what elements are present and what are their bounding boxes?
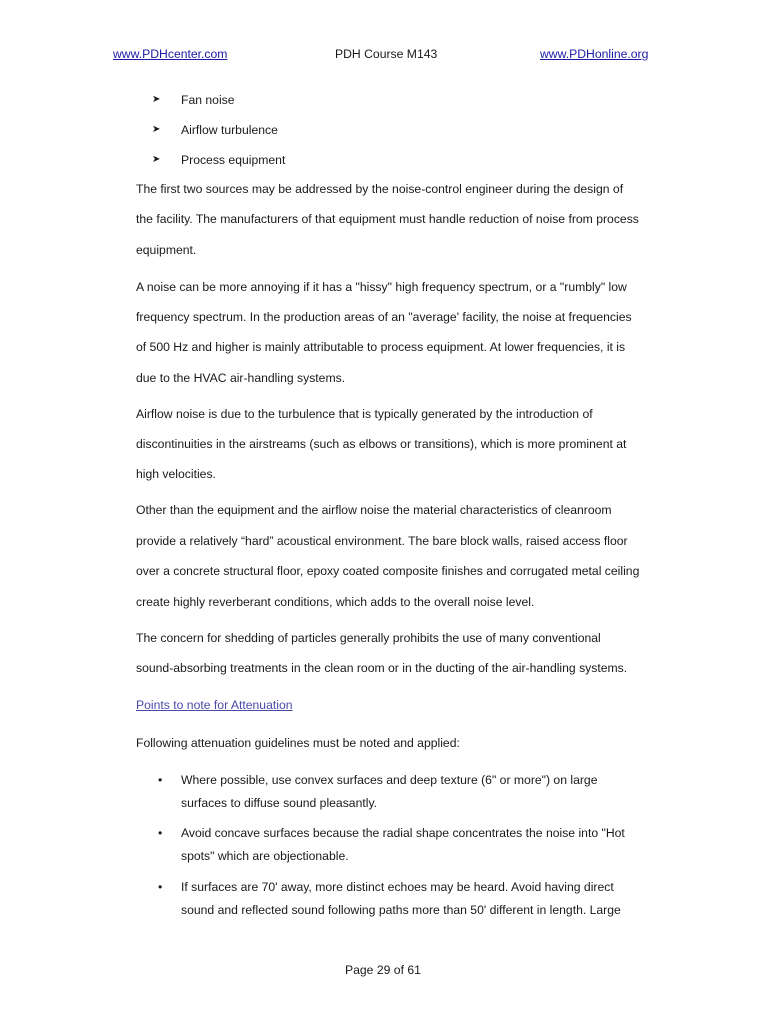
paragraph-line: high velocities.	[136, 467, 216, 481]
paragraph-line: over a concrete structural floor, epoxy coated composite finishes and corrugated metal ceiling	[136, 564, 640, 578]
bullet-dot-icon: •	[158, 880, 163, 894]
source-list-item: Airflow turbulence	[181, 123, 278, 137]
attenuation-section-link[interactable]: Points to note for Attenuation	[136, 698, 293, 712]
paragraph-line: of 500 Hz and higher is mainly attributable to process equipment. At lower frequencies, it is	[136, 340, 626, 354]
source-list-item: Fan noise	[181, 93, 235, 107]
guideline-line: If surfaces are 70' away, more distinct echoes may be heard. Avoid having direct	[181, 880, 614, 894]
arrow-bullet-icon: ➤	[152, 124, 161, 135]
source-list-item: Process equipment	[181, 153, 286, 167]
paragraph-line: provide a relatively “hard” acoustical environment. The bare block walls, raised access floor	[136, 534, 628, 548]
arrow-bullet-icon: ➤	[152, 154, 161, 165]
guideline-line: Where possible, use convex surfaces and deep texture (6" or more") on large	[181, 773, 598, 787]
pdhcenter-link[interactable]: www.PDHcenter.com	[113, 47, 228, 61]
page-number: Page 29 of 61	[345, 963, 421, 977]
paragraph-line: the facility. The manufacturers of that equipment must handle reduction of noise from process	[136, 212, 639, 226]
guideline-line: Avoid concave surfaces because the radial shape concentrates the noise into "Hot	[181, 826, 625, 840]
guideline-line: surfaces to diffuse sound pleasantly.	[181, 796, 378, 810]
intro-text: Following attenuation guidelines must be noted and applied:	[136, 736, 460, 750]
bullet-dot-icon: •	[158, 773, 163, 787]
paragraph-line: The first two sources may be addressed by the noise-control engineer during the design of	[136, 182, 624, 196]
paragraph-line: The concern for shedding of particles generally prohibits the use of many conventional	[136, 631, 601, 645]
course-title: PDH Course M143	[335, 47, 438, 61]
paragraph-line: Airflow noise is due to the turbulence that is typically generated by the introduction of	[136, 407, 593, 421]
guideline-line: spots" which are objectionable.	[181, 849, 349, 863]
paragraph-line: equipment.	[136, 243, 197, 257]
pdhonline-link[interactable]: www.PDHonline.org	[540, 47, 649, 61]
guideline-line: sound and reflected sound following paths more than 50' different in length. Large	[181, 903, 621, 917]
paragraph-line: frequency spectrum. In the production areas of an "average' facility, the noise at frequencies	[136, 310, 632, 324]
paragraph-line: discontinuities in the airstreams (such as elbows or transitions), which is more prominent at	[136, 437, 627, 451]
paragraph-line: create highly reverberant conditions, which adds to the overall noise level.	[136, 595, 535, 609]
paragraph-line: A noise can be more annoying if it has a "hissy" high frequency spectrum, or a "rumbly" low	[136, 280, 627, 294]
paragraph-line: sound-absorbing treatments in the clean room or in the ducting of the air-handling systems.	[136, 661, 628, 675]
paragraph-line: Other than the equipment and the airflow noise the material characteristics of cleanroom	[136, 503, 612, 517]
arrow-bullet-icon: ➤	[152, 94, 161, 105]
bullet-dot-icon: •	[158, 826, 163, 840]
paragraph-line: due to the HVAC air-handling systems.	[136, 371, 346, 385]
